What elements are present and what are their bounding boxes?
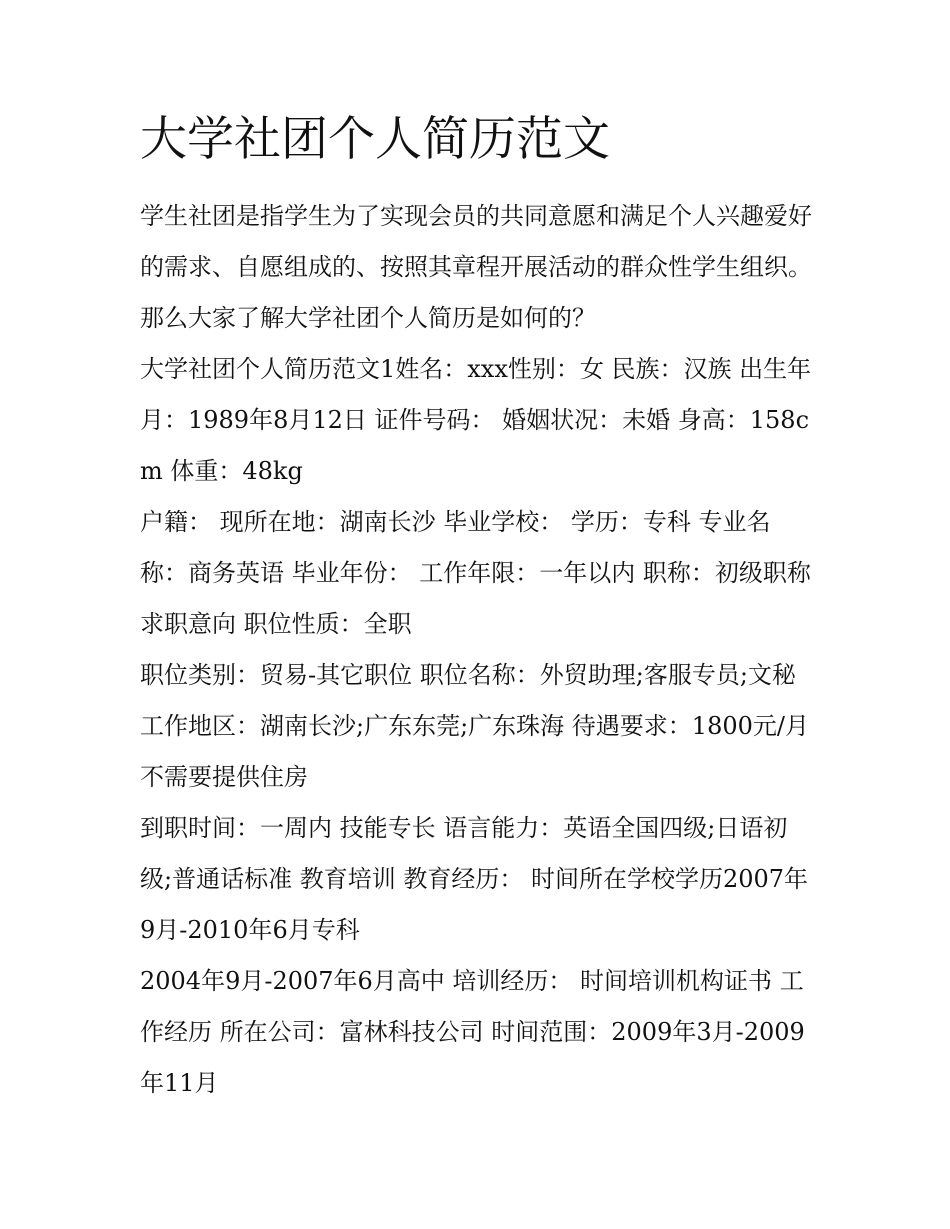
intro-paragraph: 学生社团是指学生为了实现会员的共同意愿和满足个人兴趣爱好的需求、自愿组成的、按照其章程开展活动的群众性学生组织。那么大家了解大学社团个人简历是如何的？ <box>140 202 812 333</box>
document-content <box>140 112 816 1109</box>
skills-education-paragraph: 到职时间：一周内 技能专长 语言能力：英语全国四级;日语初级;普通话标准 教育培训 教育经历： 时间所在学校学历2007年9月-2010年6月专科 <box>140 814 809 945</box>
document-title: 大学社团个人简历范文 <box>140 112 610 167</box>
education-background-paragraph: 户籍： 现所在地：湖南长沙 毕业学校： 学历：专科 专业名称：商务英语 毕业年份： 工作年限：一年以内 职称：初级职称 求职意向 职位性质：全职 <box>140 508 811 639</box>
basic-info-paragraph: 大学社团个人简历范文1姓名：xxx性别：女 民族：汉族 出生年月：1989年8月12日 证件号码： 婚姻状况：未婚 身高：158cm 体重：48kg <box>140 355 812 486</box>
job-intention-paragraph: 职位类别：贸易-其它职位 职位名称：外贸助理;客服专员;文秘 工作地区：湖南长沙;广东东莞;广东珠海 待遇要求：1800元/月不需要提供住房 <box>140 661 809 792</box>
training-work-paragraph: 2004年9月-2007年6月高中 培训经历： 时间培训机构证书 工作经历 所在公司：富林科技公司 时间范围：2009年3月-2009年11月 <box>140 967 805 1098</box>
